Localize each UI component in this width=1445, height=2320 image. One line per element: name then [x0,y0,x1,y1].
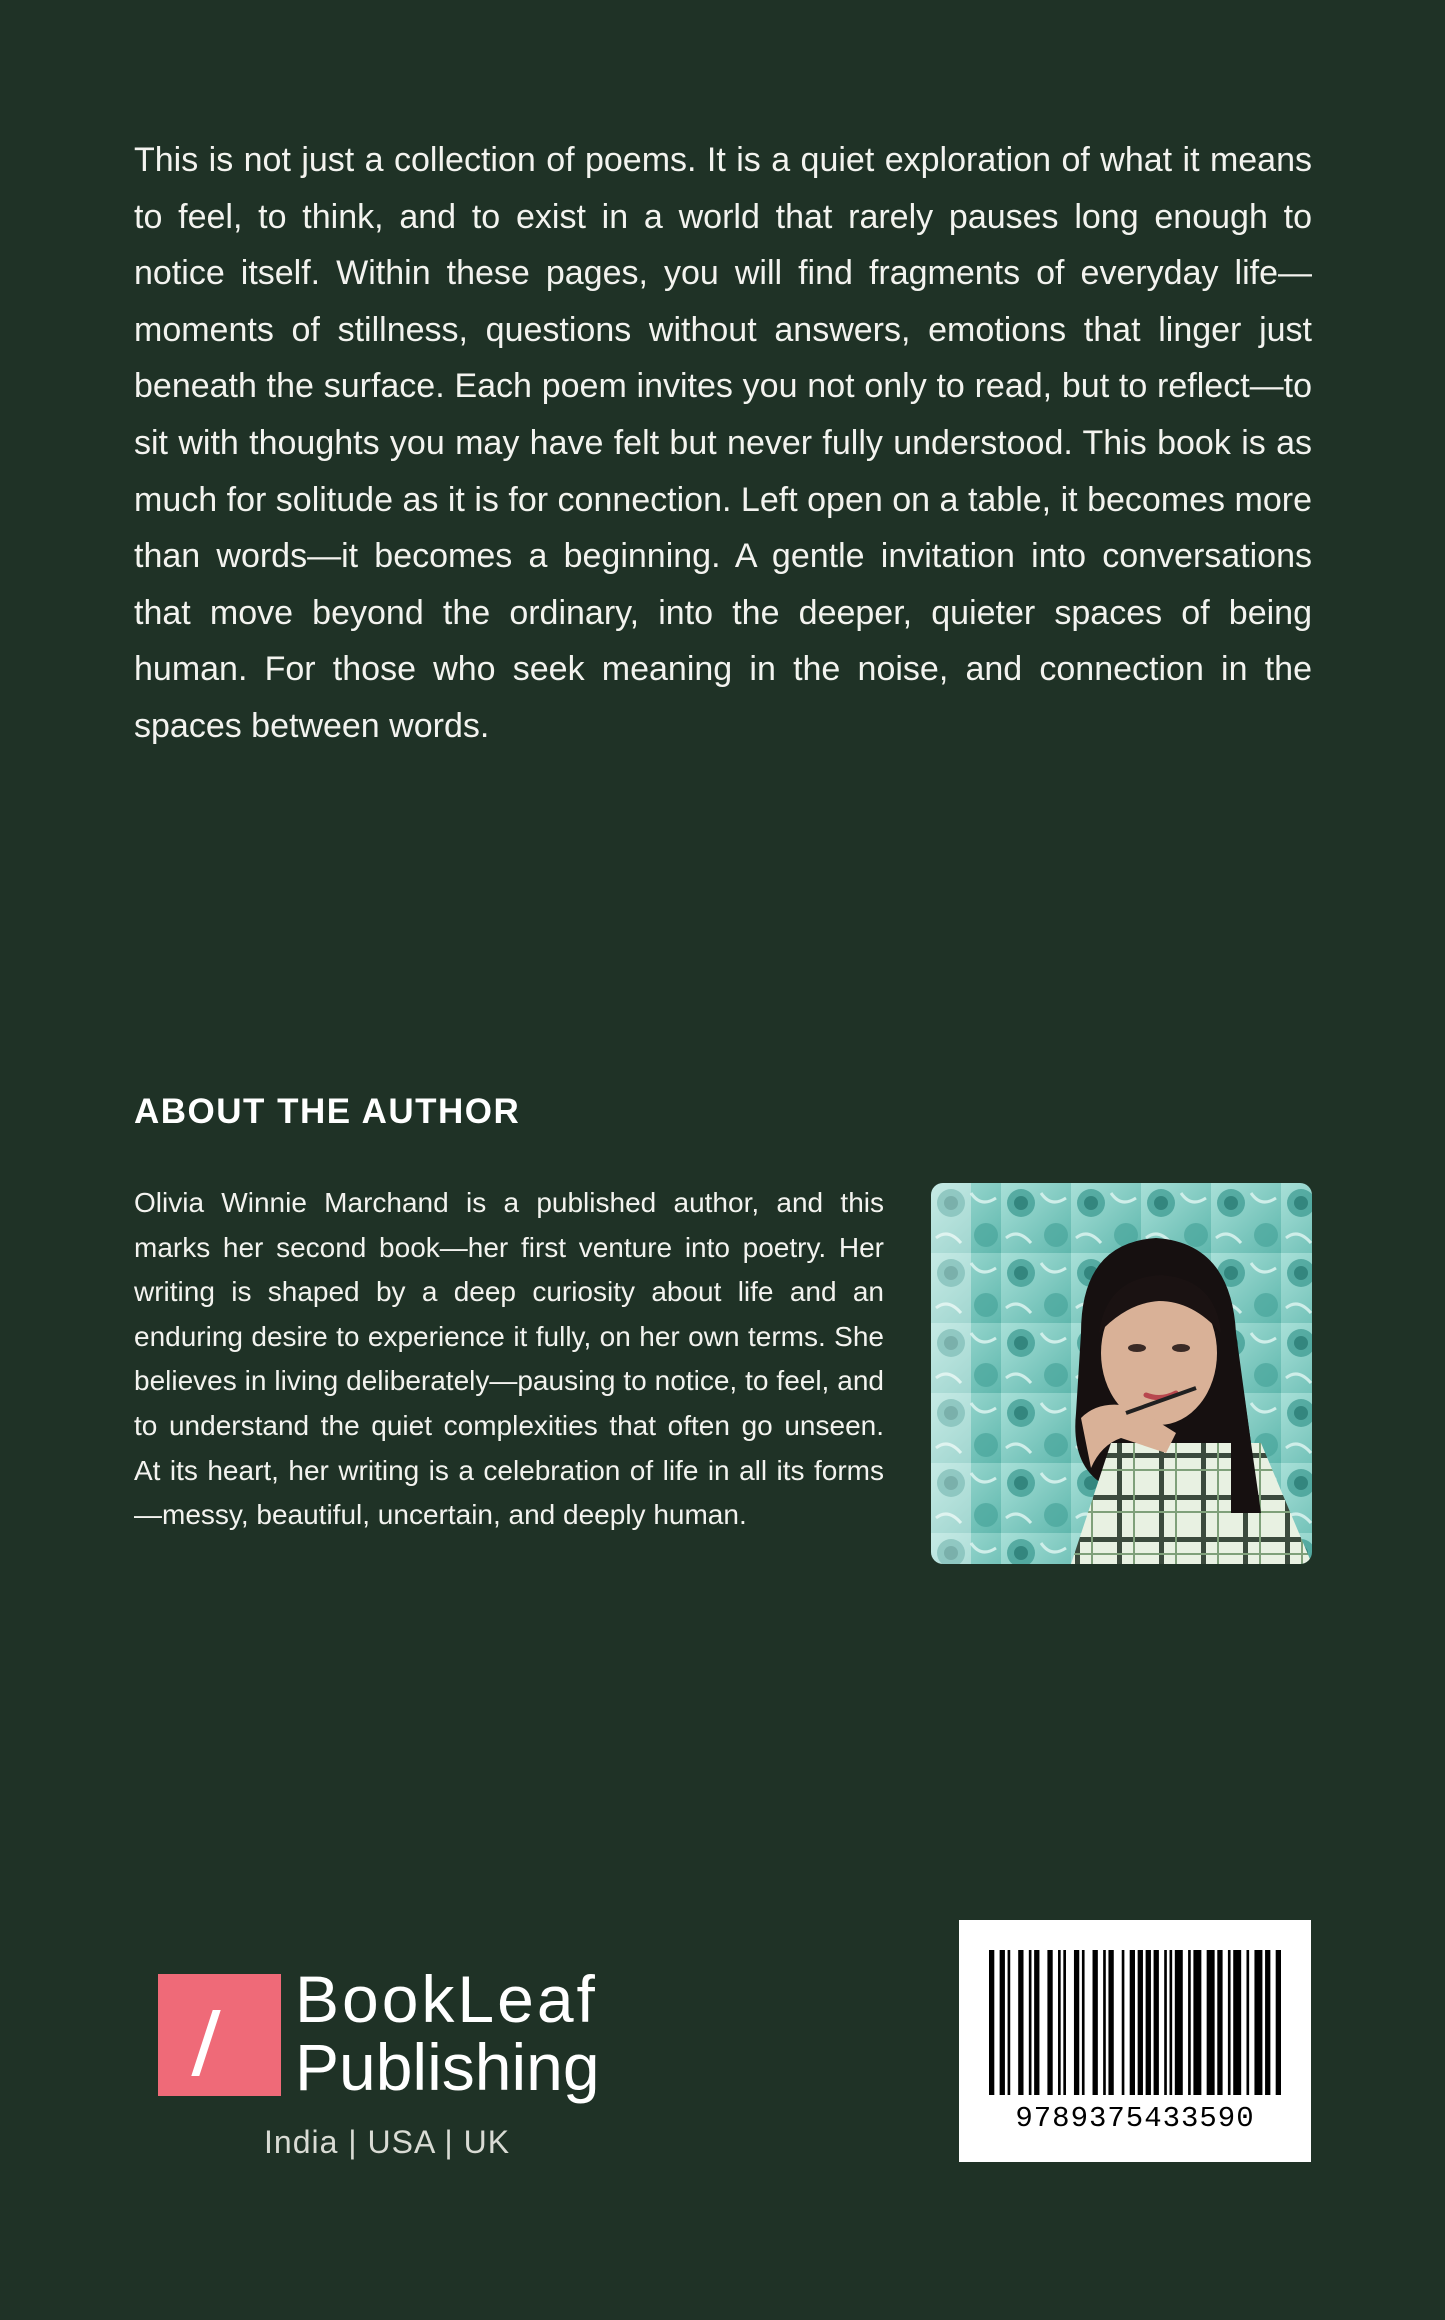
isbn-number: 9789375433590 [1015,2102,1255,2135]
barcode-bar [1276,1950,1281,2095]
barcode-bar [1074,1950,1079,2095]
barcode-bar [1246,1950,1249,2095]
barcode-bar [1193,1950,1201,2095]
barcode-bar [1122,1950,1125,2095]
barcode-bar [1047,1950,1052,2095]
barcode-bar [1154,1950,1159,2095]
barcode-icon [989,1950,1281,2095]
barcode-bar [1103,1950,1106,2095]
barcode-bar [1146,1950,1151,2095]
barcode-bar [1093,1950,1098,2095]
barcode-bar [1228,1950,1231,2095]
author-bio: Olivia Winnie Marchand is a published author, and this marks her second book—her first venture into poetry. Her writing is shaped by a deep curiosity about life and an enduring desire to experience it fully, on her own terms. She believes in living deliberately—pausing to notice, to feel, and to understand the quiet complexities that often go unseen. At its heart, her writing is a celebration of life in all its forms—messy, beautiful, uncertain, and deeply human. [134,1187,884,1531]
barcode-bar [1188,1950,1191,2095]
barcode-bar [1082,1950,1085,2095]
barcode-bar [1034,1950,1039,2095]
barcode-bar [1018,1950,1023,2095]
barcode-bar [1217,1950,1222,2095]
barcode-bar [1138,1950,1143,2095]
author-photo [931,1183,1312,1564]
barcode-bar [1207,1950,1215,2095]
isbn-barcode [959,1920,1311,2162]
barcode-bar [1170,1950,1173,2095]
barcode-bar [1130,1950,1135,2095]
barcode-bar [1063,1950,1066,2095]
barcode-bar [1108,1950,1113,2095]
about-author-heading: ABOUT THE AUTHOR [134,1092,521,1131]
barcode-bar [1029,1950,1032,2095]
publisher-name-line1: BookLeaf [295,1962,598,2036]
publisher-name-line2: Publishing [295,2030,600,2104]
barcode-bar [1254,1950,1262,2095]
publisher-regions: India | USA | UK [264,2124,511,2160]
barcode-bar [1000,1950,1005,2095]
barcode-bar [989,1950,994,2095]
barcode-bar [1164,1950,1167,2095]
logo-slash-icon [191,2010,220,2076]
barcode-bar [1175,1950,1183,2095]
barcode-bar [1233,1950,1241,2095]
cover-blurb: This is not just a collection of poems. It is a quiet exploration of what it means to feel, to think, and to exist in a world that rarely pauses long enough to notice itself. Within these pages, you will find fragments of everyday life—moments of stillness, questions without answers, emotions that linger just beneath the surface. Each poem invites you not only to read, but to reflect—to sit with thoughts you may have felt but never fully understood. This book is as much for solitude as it is for connection. Left open on a table, it becomes more than words—it becomes a beginning. A gentle invitation into conversations that move beyond the ordinary, into the deeper, quieter spaces of being human. For those who seek meaning in the noise, and connection in the spaces between words. [134,141,1312,745]
barcode-bar [1265,1950,1270,2095]
barcode-bar [1008,1950,1011,2095]
logo-mark [158,1974,281,2096]
barcode-bar [1058,1950,1061,2095]
